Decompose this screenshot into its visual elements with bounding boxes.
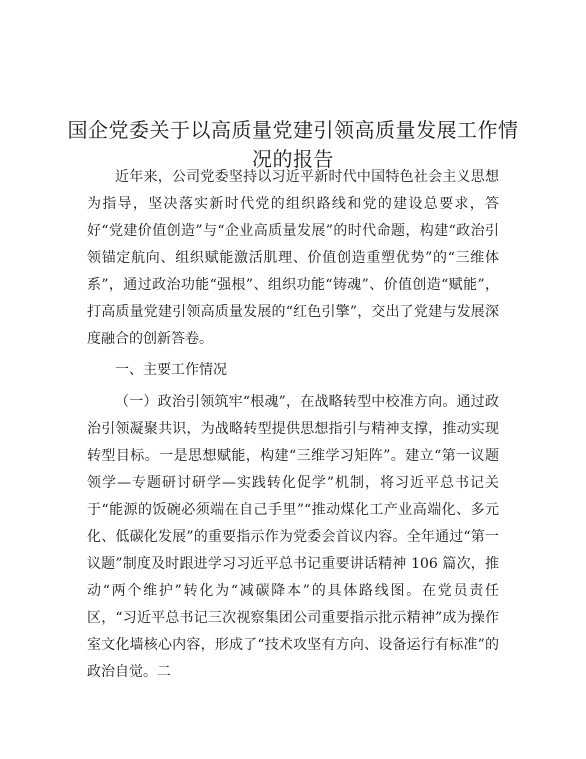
document-title: 国企党委关于以高质量党建引领高质量发展工作情况的报告 bbox=[67, 118, 519, 172]
section-heading: 一、主要工作情况 bbox=[115, 362, 227, 378]
body-paragraph: （一）政治引领筑牢“根魂”，在战略转型中校准方向。通过政治引领凝聚共识，为战略转型提供思想指引与精神支撑，推动实现转型目标。一是思想赋能，构建“三维学习矩阵”。建立“第一议题领学—专题研讨研学—实践转化促学”机制，将习近平总书记关于“能源的饭碗必须端在自己手里”“推动煤化工产业高端化、多元化、低碳化发展”的重要指示作为党委会首议内容。全年通过“第一议题”制度及时跟进学习习近平总书记重要讲话精神 106 篇次，推动“两个维护”转化为“减碳降本”的具体路线图。在党员责任区，“习近平总书记三次视察集团公司重要指示批示精神”成为操作室文化墙核心内容，形成了“技术攻坚有方向、设备运行有标准”的政治自觉。二 bbox=[87, 394, 499, 680]
intro-paragraph: 近年来，公司党委坚持以习近平新时代中国特色社会主义思想为指导，坚决落实新时代党的组织路线和党的建设总要求，答好“党建价值创造”与“企业高质量发展”的时代命题，构建“政治引领锚定航向、组织赋能激活肌理、价值创造重塑优势”的“三维体系”，通过政治功能“强根”、组织功能“铸魂”、价值创造“赋能”，打高质量党建引领高质量发展的“红色引擎”，交出了党建与发展深度融合的创新答卷。 bbox=[87, 169, 499, 347]
